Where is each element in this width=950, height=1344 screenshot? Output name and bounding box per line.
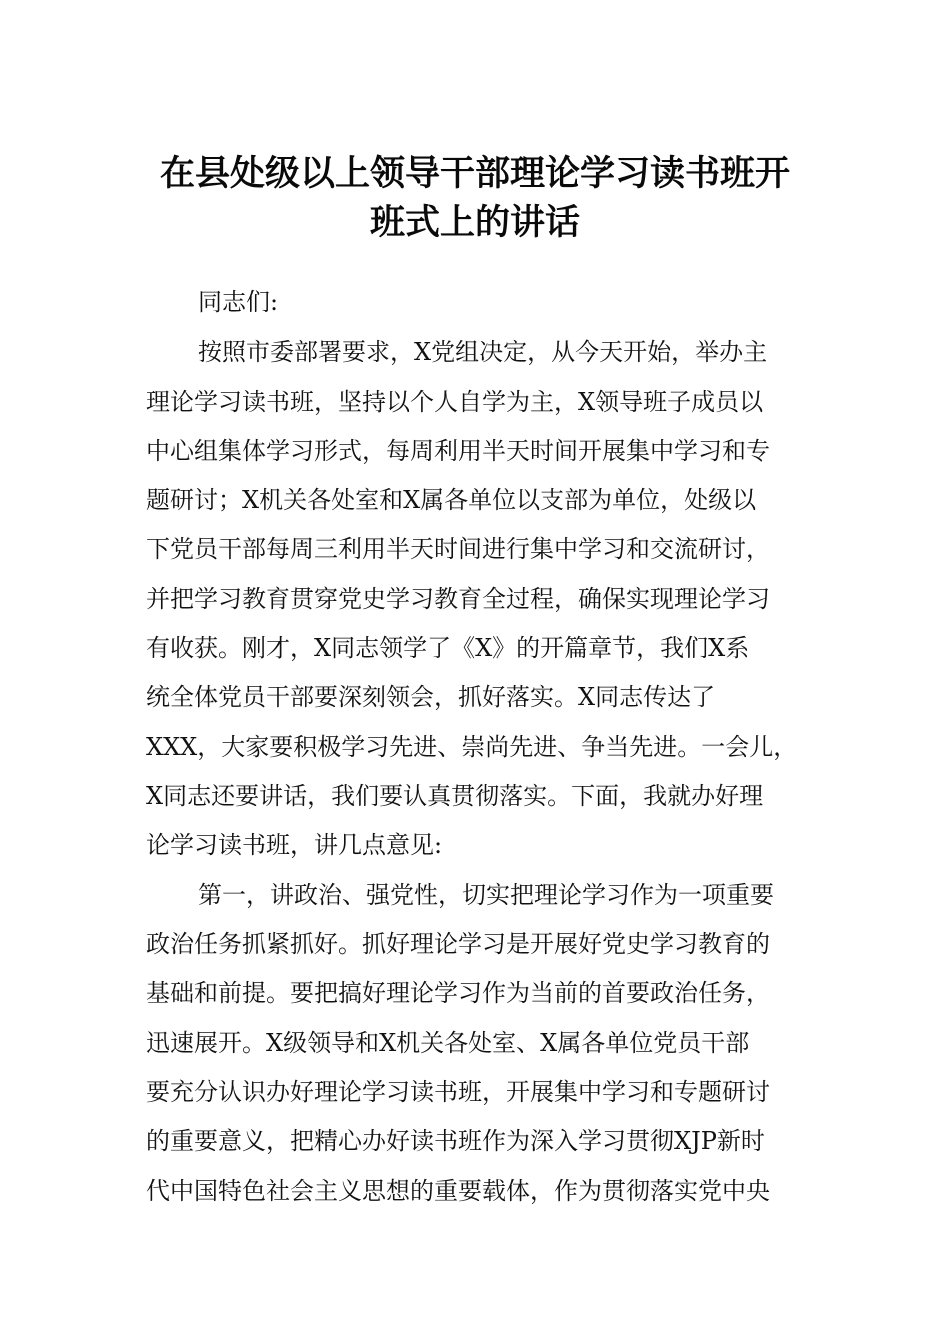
body-line: 政治任务抓紧抓好。抓好理论学习是开展好党史学习教育的 bbox=[146, 930, 770, 958]
body-line: X同志还要讲话，我们要认真贯彻落实。下面，我就办好理 bbox=[146, 782, 764, 810]
salutation: 同志们: bbox=[198, 288, 279, 316]
body-line: 第一，讲政治、强党性，切实把理论学习作为一项重要 bbox=[198, 881, 774, 909]
body-line: 论学习读书班，讲几点意见: bbox=[146, 831, 443, 859]
document-title-line-2: 班式上的讲话 bbox=[369, 203, 580, 243]
body-line: 的重要意义，把精心办好读书班作为深入学习贯彻XJP新时 bbox=[146, 1127, 765, 1155]
body-line: 下党员干部每周三利用半天时间进行集中学习和交流研讨， bbox=[146, 535, 770, 563]
body-line: 统全体党员干部要深刻领会，抓好落实。X同志传达了 bbox=[146, 683, 716, 711]
body-line: 按照市委部署要求，X党组决定，从今天开始，举办主 bbox=[198, 338, 768, 366]
body-line: 基础和前提。要把搞好理论学习作为当前的首要政治任务， bbox=[146, 979, 770, 1007]
body-line: 中心组集体学习形式，每周利用半天时间开展集中学习和专 bbox=[146, 437, 770, 465]
body-line: 并把学习教育贯穿党史学习教育全过程，确保实现理论学习 bbox=[146, 585, 770, 613]
body-line: 要充分认识办好理论学习读书班，开展集中学习和专题研讨 bbox=[146, 1078, 770, 1106]
body-line: XXX，大家要积极学习先进、崇尚先进、争当先进。一会儿， bbox=[146, 733, 798, 761]
body-line: 题研讨；X机关各处室和X属各单位以支部为单位，处级以 bbox=[146, 486, 757, 514]
body-line: 代中国特色社会主义思想的重要载体，作为贯彻落实党中央 bbox=[146, 1177, 770, 1205]
body-line: 有收获。刚才，X同志领学了《X》的开篇章节，我们X系 bbox=[146, 634, 750, 662]
body-line: 迅速展开。X级领导和X机关各处室、X属各单位党员干部 bbox=[146, 1029, 750, 1057]
body-line: 理论学习读书班，坚持以个人自学为主，X领导班子成员以 bbox=[146, 388, 764, 416]
document-title-line-1: 在县处级以上领导干部理论学习读书班开 bbox=[159, 154, 790, 194]
